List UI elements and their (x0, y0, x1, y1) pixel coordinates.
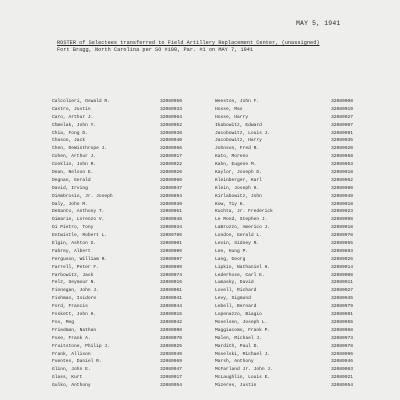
serial-number: 32089901 (160, 241, 183, 247)
serial-number: 32089961 (160, 288, 183, 294)
roster-row (52, 153, 202, 161)
selectee-name: Daly, John M. (52, 201, 88, 207)
roster-row (215, 382, 390, 390)
serial-number: 32089950 (160, 99, 183, 104)
serial-number: 32089927 (331, 288, 354, 294)
serial-number: 32089980 (331, 185, 354, 191)
serial-number: 32089951 (160, 209, 183, 215)
selectee-name: Kirlabowitz, John (215, 193, 262, 199)
serial-number: 32089947 (160, 185, 183, 191)
selectee-name: Kaylor, Joseph D. (215, 170, 262, 176)
serial-number: 32089963 (331, 367, 354, 373)
serial-number: 32089920 (331, 146, 354, 152)
roster-row (215, 256, 390, 264)
serial-number: 32089978 (331, 343, 354, 349)
selectee-name: Ferguson, William R. (52, 256, 108, 262)
roster-row (215, 130, 390, 138)
roster-row (52, 201, 202, 209)
roster-row (215, 98, 390, 106)
serial-number: 32089968 (331, 327, 354, 333)
serial-number: 32089973 (331, 335, 354, 341)
selectee-name: Malen, Michael J. (215, 335, 262, 341)
selectee-name: Kleinberger, Karl (215, 177, 262, 183)
roster-left-column (52, 98, 202, 390)
selectee-name: Kuchta, Jr. Frederick (215, 209, 273, 215)
roster-row (215, 106, 390, 114)
serial-number: 32089954 (331, 383, 354, 389)
serial-number: 32089960 (160, 177, 183, 183)
roster-row (52, 216, 202, 224)
roster-row (52, 208, 202, 216)
serial-number: 32089964 (160, 114, 183, 120)
serial-number: 32089996 (331, 351, 354, 357)
serial-number: 32089991 (331, 130, 354, 136)
roster-row (52, 177, 202, 185)
roster-row (52, 319, 202, 327)
serial-number: 32089933 (160, 106, 183, 112)
serial-number: 32089918 (331, 201, 354, 207)
serial-number: 32089938 (160, 130, 183, 136)
serial-number: 32089954 (160, 383, 183, 389)
roster-row (215, 358, 390, 366)
roster-row (52, 185, 202, 193)
selectee-name: Lipkin, Nathaniel H. (215, 264, 271, 270)
roster-row (215, 374, 390, 382)
serial-number: 32089908 (331, 272, 354, 278)
serial-number: 32089906 (160, 248, 183, 254)
selectee-name: Fishman, Isidore (52, 296, 97, 302)
serial-number: 32089894 (160, 193, 183, 199)
serial-number: 32089978 (331, 233, 354, 239)
roster-row (215, 185, 390, 193)
roster-row (215, 327, 390, 335)
serial-number: 32089999 (160, 264, 183, 270)
selectee-name: Moselski, Michael J. (215, 351, 271, 357)
serial-number: 32089916 (160, 280, 183, 286)
serial-number: 32089991 (331, 312, 354, 318)
serial-number: 32089914 (331, 264, 354, 270)
roster-row (215, 224, 390, 232)
selectee-name: Kow, Tiy K. (215, 201, 246, 207)
serial-number: 32089919 (331, 106, 354, 112)
roster-right-column (215, 98, 390, 390)
serial-number: 32089949 (331, 193, 354, 199)
roster-row (52, 382, 202, 390)
selectee-name: Elgin, Ashton G. (52, 241, 97, 247)
roster-row (215, 264, 390, 272)
selectee-name: Levy, Sigmund (215, 296, 251, 302)
roster-row (215, 114, 390, 122)
selectee-name: Frank, Allison (52, 351, 91, 357)
selectee-name: Lang, Georg (215, 256, 246, 262)
serial-number: 32089893 (331, 248, 354, 254)
selectee-name: Le Mond, Stephen J. (215, 217, 268, 223)
serial-number: 32089944 (160, 304, 183, 310)
roster-row (215, 137, 390, 145)
selectee-name: Fox, Meg (52, 319, 75, 325)
selectee-name: Cohen, Arthur J. (52, 154, 97, 160)
title-line-1: ROSTER of Selectees transferred to Field Artillery Replacement Center, (unassigned) (57, 40, 320, 46)
serial-number: 32089948 (160, 217, 183, 223)
roster-row (215, 122, 390, 130)
selectee-name: Hosse, Max (215, 106, 243, 112)
selectee-name: Dean, Nelson E. (52, 170, 94, 176)
serial-number: 32089970 (160, 335, 183, 341)
roster-row (215, 287, 390, 295)
serial-number: 32089925 (160, 343, 183, 349)
serial-number: 32089934 (160, 225, 183, 231)
serial-number: 32089918 (331, 170, 354, 176)
selectee-name: Chason, Jack (52, 138, 86, 144)
selectee-name: LaBruzzo, Americo J. (215, 225, 271, 231)
selectee-name: London, Gerald L. (215, 233, 262, 239)
serial-number: 32089927 (331, 114, 354, 120)
roster-row (52, 264, 202, 272)
serial-number: 32089908 (331, 99, 354, 104)
serial-number: 32089955 (331, 319, 354, 325)
roster-row (52, 303, 202, 311)
serial-number: 32089935 (331, 138, 354, 144)
serial-number: 32089918 (331, 225, 354, 231)
roster-row (215, 272, 390, 280)
selectee-name: Degnan, Gerald (52, 177, 91, 183)
roster-row (52, 358, 202, 366)
roster-row (215, 248, 390, 256)
roster-row (52, 224, 202, 232)
selectee-name: Chia, Fong D. (52, 130, 88, 136)
selectee-name: Dimarie, Lorenzo V. (52, 217, 105, 223)
serial-number: 32089915 (160, 312, 183, 318)
roster-row (215, 216, 390, 224)
selectee-name: Hosse, Harry (215, 114, 249, 120)
serial-number: 32089962 (331, 177, 354, 183)
roster-row (215, 145, 390, 153)
selectee-name: Chmelak, John Y. (52, 122, 97, 128)
selectee-name: Di Pietro, Tony (52, 225, 94, 231)
roster-row (52, 240, 202, 248)
selectee-name: Foskett, John H. (52, 312, 97, 318)
selectee-name: Lovell, Richard (215, 288, 257, 294)
selectee-name: David, Irving (52, 185, 88, 191)
serial-number: 32089926 (331, 256, 354, 262)
title-line-2: Fort Bragg, North Carolina per SO #108, Par. #1 on MAY 7, 1941 (57, 47, 254, 53)
serial-number: 32089917 (160, 375, 183, 381)
serial-number: 32089979 (331, 304, 354, 310)
roster-row (52, 351, 202, 359)
serial-number: 32089946 (331, 359, 354, 365)
roster-row (215, 311, 390, 319)
serial-number: 32089955 (331, 241, 354, 247)
selectee-name: Fuse, Frank A. (52, 335, 91, 341)
serial-number: 32089952 (160, 122, 183, 128)
serial-number: 32089974 (160, 272, 183, 278)
serial-number: 32089923 (331, 209, 354, 215)
serial-number: 32089969 (160, 359, 183, 365)
roster-row (52, 145, 202, 153)
serial-number: 32089998 (331, 217, 354, 223)
roster-row (52, 335, 202, 343)
roster-row (52, 98, 202, 106)
selectee-name: Finnegan, John J. (52, 288, 99, 294)
selectee-name: Lopenazzo, Biagio (215, 312, 262, 318)
roster-row (215, 366, 390, 374)
selectee-name: Fruitstone, Philip J. (52, 343, 110, 349)
selectee-name: Lederhose, Carl E. (215, 272, 265, 278)
selectee-name: Ford, Francis (52, 304, 88, 310)
selectee-name: Farbowitz, Jack (52, 272, 94, 278)
roster-row (215, 177, 390, 185)
serial-number: 32089786 (160, 233, 183, 239)
selectee-name: Jacobowitz, Harry (215, 138, 262, 144)
roster-row (52, 366, 202, 374)
selectee-name: Gulko, Anthony (52, 383, 91, 389)
roster-row (52, 130, 202, 138)
serial-number: 32089922 (160, 162, 183, 168)
serial-number: 32089911 (331, 280, 354, 286)
roster-row (52, 279, 202, 287)
roster-row (215, 193, 390, 201)
selectee-name: Kato, Moreno (215, 154, 249, 160)
roster-row (52, 106, 202, 114)
selectee-name: Farrell, Peter F. (52, 264, 99, 270)
roster-row (215, 153, 390, 161)
roster-row (52, 343, 202, 351)
selectee-name: Glass, Kurt (52, 375, 83, 381)
selectee-name: Glinn, John E. (52, 367, 91, 373)
roster-row (215, 303, 390, 311)
serial-number: 32089926 (160, 170, 183, 176)
roster-row (52, 256, 202, 264)
selectee-name: Caro, Arthur J. (52, 114, 94, 120)
selectee-name: Castro, Justin (52, 106, 91, 112)
selectee-name: Ikabowitz, Edward (215, 122, 262, 128)
serial-number: 32089942 (160, 319, 183, 325)
serial-number: 32089900 (160, 327, 183, 333)
roster-row (52, 248, 202, 256)
roster-row (52, 311, 202, 319)
roster-row (215, 161, 390, 169)
serial-number: 32089921 (331, 375, 354, 381)
selectee-name: Weeston, John F. (215, 99, 260, 104)
roster-row (52, 272, 202, 280)
selectee-name: Johnson, Fred R. (215, 146, 260, 152)
selectee-name: DiAmbrosio, Jr. Joseph (52, 193, 113, 199)
roster-row (52, 374, 202, 382)
selectee-name: Entwistle, Robert L. (52, 233, 108, 239)
selectee-name: McFarland Jr. John J. (215, 367, 273, 373)
selectee-name: Friedman, Nathan (52, 327, 97, 333)
selectee-name: Moselsen, Joseph L. (215, 319, 268, 325)
roster-row (215, 201, 390, 209)
selectee-name: McLaughlin, Louis E. (215, 375, 271, 381)
selectee-name: Mizeres, Justin (215, 383, 257, 389)
document-date: MAY 5, 1941 (296, 20, 341, 27)
selectee-name: Marsh, Anthony (215, 359, 254, 365)
roster-row (215, 169, 390, 177)
serial-number: 32089939 (160, 201, 183, 207)
roster-row (52, 161, 202, 169)
roster-row (52, 287, 202, 295)
selectee-name: Conklin, John R. (52, 162, 97, 168)
roster-row (215, 351, 390, 359)
selectee-name: Calcolieri, Oswald R. (52, 99, 110, 104)
selectee-name: Mardith, Paul D. (215, 343, 260, 349)
serial-number: 32089949 (160, 351, 183, 357)
roster-row (52, 193, 202, 201)
serial-number: 32089907 (331, 122, 354, 128)
serial-number: 32089947 (160, 367, 183, 373)
selectee-name: Lumasky, David (215, 280, 254, 286)
selectee-name: Fabrey, Albert (52, 248, 91, 254)
selectee-name: Kahn, Eugene M. (215, 162, 257, 168)
selectee-name: Fuentes, Daniel R. (52, 359, 102, 365)
selectee-name: Jacobowitz, Louis J. (215, 130, 271, 136)
roster-row (52, 295, 202, 303)
roster-row (215, 319, 390, 327)
serial-number: 32089956 (160, 146, 183, 152)
roster-row (215, 232, 390, 240)
roster-row (52, 169, 202, 177)
selectee-name: DeSanto, Anthony T. (52, 209, 105, 215)
serial-number: 32089997 (160, 256, 183, 262)
selectee-name: Maggiacomo, Frank P. (215, 327, 271, 333)
roster-row (52, 122, 202, 130)
roster-row (215, 343, 390, 351)
selectee-name: Felz, Seymour N. (52, 280, 97, 286)
serial-number: 32089941 (160, 296, 183, 302)
serial-number: 32089953 (331, 162, 354, 168)
roster-row (215, 279, 390, 287)
roster-row (52, 327, 202, 335)
serial-number: 32089958 (331, 154, 354, 160)
roster-row (215, 240, 390, 248)
roster-row (52, 232, 202, 240)
serial-number: 32089945 (331, 296, 354, 302)
selectee-name: Klein, Joseph H. (215, 185, 260, 191)
document-title (57, 40, 377, 54)
roster-row (215, 335, 390, 343)
selectee-name: Lee, Hung P. (215, 248, 249, 254)
roster-row (52, 114, 202, 122)
serial-number: 32089940 (160, 138, 183, 144)
serial-number: 32089917 (160, 154, 183, 160)
selectee-name: Levin, Sidney R. (215, 241, 260, 247)
selectee-name: Chen, DeWinthrope J. (52, 146, 108, 152)
roster-row (52, 137, 202, 145)
roster-row (215, 208, 390, 216)
roster-row (215, 295, 390, 303)
selectee-name: Lebell, Bernard (215, 304, 257, 310)
